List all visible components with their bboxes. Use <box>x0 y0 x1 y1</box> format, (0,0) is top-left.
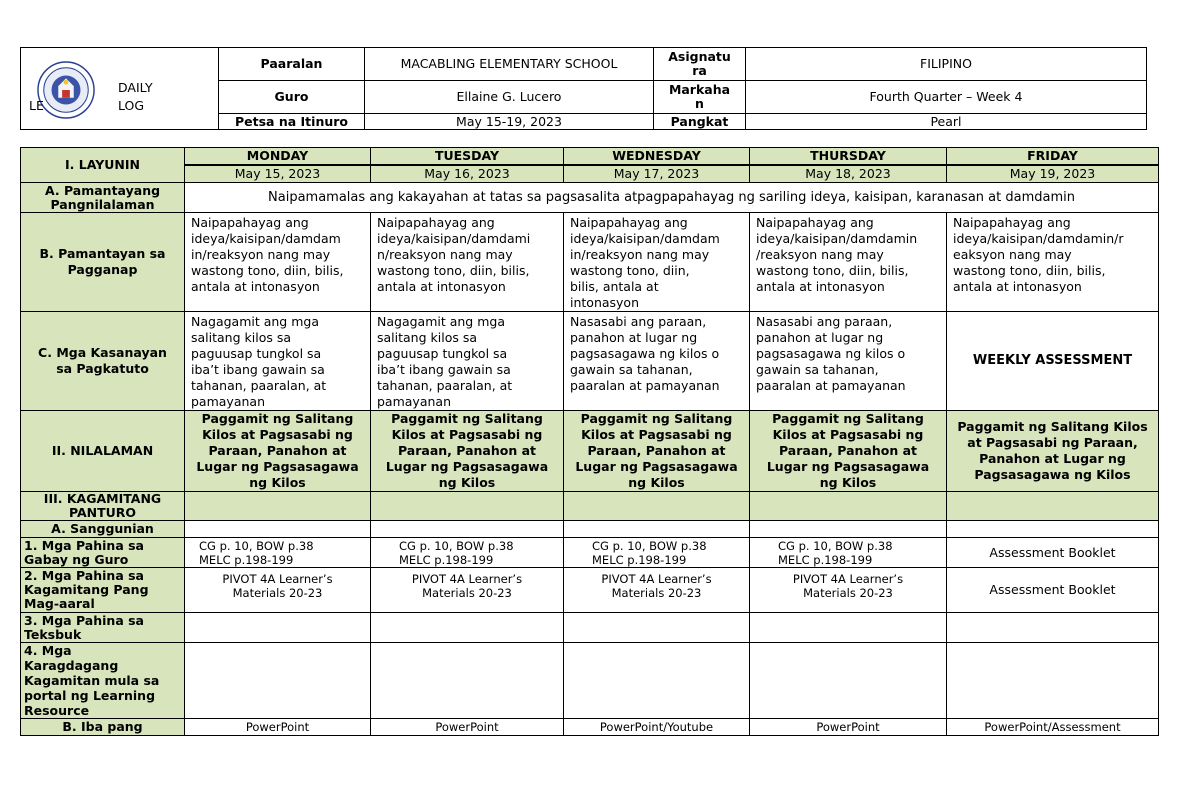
sanggunian-friday <box>947 521 1159 538</box>
gabay-label-line2: Gabay ng Guro <box>24 551 129 567</box>
text-line: ng Kilos <box>819 475 877 490</box>
kagamitan-thursday <box>750 492 947 521</box>
text-line: Paraan, Panahon at <box>587 443 726 458</box>
text-line: ideya/kaisipan/damdamin/r <box>953 231 1124 246</box>
karag-thursday <box>750 643 947 719</box>
text-line: at Pagsasabi ng Paraan, <box>967 435 1138 450</box>
asignatura-label <box>654 48 746 81</box>
pamantayang-pangnilalaman-value: Naipamamalas ang kakayahan at tatas sa pagsasalita atpagpapahayag ng sariling ideya, kaisipan, karanasan at damdamin <box>185 183 1159 213</box>
kasanayan-tuesday <box>371 312 564 411</box>
text-line: intonasyon <box>570 295 640 310</box>
text-line: wastong tono, diin, bilis, <box>953 263 1106 278</box>
text-line: Kilos at Pagsasabi ng <box>391 427 543 442</box>
text-line: salitang kilos sa <box>191 330 291 345</box>
text-line: Paraan, Panahon at <box>208 443 347 458</box>
text-line: pamayanan <box>191 394 265 409</box>
sanggunian-monday <box>185 521 371 538</box>
text-line: wastong tono, diin, bilis, <box>756 263 909 278</box>
iba-tuesday: PowerPoint <box>371 719 564 736</box>
pagganap-monday <box>185 213 371 312</box>
sanggunian-wednesday <box>564 521 750 538</box>
teksbuk-monday <box>185 613 371 643</box>
text-line: paguusap tungkol sa <box>377 346 508 361</box>
pivot-tuesday <box>371 568 564 613</box>
text-line: Resource <box>24 703 90 718</box>
pangkat-value: Pearl <box>746 114 1147 130</box>
iba-thursday: PowerPoint <box>750 719 947 736</box>
petsa-label: Petsa na Itinuro <box>219 114 365 130</box>
text-line: pagsasagawa ng kilos o <box>756 346 906 361</box>
text-line: paguusap tungkol sa <box>191 346 322 361</box>
dll-title-le: LE <box>29 98 44 113</box>
text-line: Naipapahayag ang <box>377 215 495 230</box>
pagganap-label-line1: B. Pamantayan sa <box>39 246 166 261</box>
text-line: iba’t ibang gawain sa <box>377 362 511 377</box>
sanggunian-label: A. Sanggunian <box>21 521 185 538</box>
text-line: Lugar ng Pagsasagawa <box>385 459 549 474</box>
text-line: wastong tono, diin, bilis, <box>377 263 530 278</box>
text-line: panahon at lugar ng <box>756 330 884 345</box>
date-monday: May 15, 2023 <box>185 165 371 183</box>
text-line: Kilos at Pagsasabi ng <box>202 427 353 442</box>
layunin-label: I. LAYUNIN <box>21 148 185 183</box>
text-line: Naipapahayag ang <box>570 215 688 230</box>
kagamitan-wednesday <box>564 492 750 521</box>
pivot-wednesday <box>564 568 750 613</box>
nilalaman-wednesday <box>564 411 750 492</box>
teksbuk-label <box>21 613 185 643</box>
gabay-thursday <box>750 538 947 568</box>
gabay-guro-label <box>21 538 185 568</box>
kagamitan-label-line2: PANTURO <box>68 505 137 520</box>
iba-wednesday: PowerPoint/Youtube <box>564 719 750 736</box>
pagganap-thursday <box>750 213 947 312</box>
pamantayan-pagganap-label <box>21 213 185 312</box>
text-line: CG p. 10, BOW p.38 <box>399 538 514 553</box>
pivot-line2: Materials 20-23 <box>803 586 893 600</box>
text-line: Nagagamit ang mga <box>191 314 319 329</box>
kagamitan-label-line1: III. KAGAMITANG <box>43 491 162 506</box>
text-line: paaralan at pamayanan <box>756 378 906 393</box>
karag-monday <box>185 643 371 719</box>
text-line: Kilos at Pagsasabi ng <box>581 427 732 442</box>
text-line: bilis, antala at <box>570 279 659 294</box>
gabay-wednesday <box>564 538 750 568</box>
teksbuk-wednesday <box>564 613 750 643</box>
pivot-line1: PIVOT 4A Learner’s <box>792 572 904 586</box>
text-line: antala at intonasyon <box>191 279 320 294</box>
paaralan-label: Paaralan <box>219 48 365 81</box>
text-line: eaksyon nang may <box>953 247 1072 262</box>
guro-value: Ellaine G. Lucero <box>365 81 654 114</box>
text-line: CG p. 10, BOW p.38 <box>592 538 707 553</box>
date-tuesday: May 16, 2023 <box>371 165 564 183</box>
teksbuk-label-line1: 3. Mga Pahina sa <box>24 612 144 628</box>
pagganap-tuesday <box>371 213 564 312</box>
text-line: Nasasabi ang paraan, <box>756 314 893 329</box>
petsa-value: May 15-19, 2023 <box>365 114 654 130</box>
text-line: Karagdagang <box>24 658 119 673</box>
text-line: /reaksyon nang may <box>756 247 884 262</box>
kagamitan-tuesday <box>371 492 564 521</box>
text-line: wastong tono, diin, bilis, <box>191 263 344 278</box>
text-line: Paggamit ng Salitang <box>580 411 733 426</box>
teksbuk-label-line2: Teksbuk <box>24 626 82 642</box>
date-thursday: May 18, 2023 <box>750 165 947 183</box>
markahan-label <box>654 81 746 114</box>
guro-label: Guro <box>219 81 365 114</box>
pivot-line1: PIVOT 4A Learner’s <box>222 572 333 586</box>
karag-friday <box>947 643 1159 719</box>
sanggunian-thursday <box>750 521 947 538</box>
iba-monday: PowerPoint <box>185 719 371 736</box>
text-line: Pagsasagawa ng Kilos <box>974 467 1131 482</box>
teksbuk-friday <box>947 613 1159 643</box>
text-line: iba’t ibang gawain sa <box>191 362 325 377</box>
pivot-thursday <box>750 568 947 613</box>
paaralan-value: MACABLING ELEMENTARY SCHOOL <box>365 48 654 81</box>
kasanayan-label-line1: C. Mga Kasanayan <box>38 345 167 360</box>
text-line: ng Kilos <box>249 475 306 490</box>
kasanayan-thursday <box>750 312 947 411</box>
markahan-value: Fourth Quarter – Week 4 <box>746 81 1147 114</box>
pamantayang-label-line1: A. Pamantayang <box>44 182 161 198</box>
text-line: MELC p.198-199 <box>592 552 687 567</box>
text-line: Paggamit ng Salitang <box>772 411 924 426</box>
gabay-monday <box>185 538 371 568</box>
pivot-line2: Materials 20-23 <box>611 586 702 600</box>
text-line: tahanan, paaralan, at <box>377 378 513 393</box>
gabay-friday: Assessment Booklet <box>947 538 1159 568</box>
text-line: ideya/kaisipan/damdamin <box>756 231 918 246</box>
iba-pang-label: B. Iba pang <box>21 719 185 736</box>
text-line: n/reaksyon nang may <box>377 247 513 262</box>
text-line: portal ng Learning <box>24 688 156 703</box>
mag-label-line1: 2. Mga Pahina sa <box>24 568 144 583</box>
kasanayan-label-line2: sa Pagkatuto <box>56 361 149 376</box>
text-line: Naipapahayag ang <box>756 215 874 230</box>
pivot-line2: Materials 20-23 <box>422 586 512 600</box>
teksbuk-thursday <box>750 613 947 643</box>
text-line: Kilos at Pagsasabi ng <box>772 427 924 442</box>
day-thursday: THURSDAY <box>750 148 947 166</box>
text-line: Nagagamit ang mga <box>377 314 505 329</box>
text-line: Lugar ng Pagsasagawa <box>766 459 930 474</box>
text-line: MELC p.198-199 <box>199 552 294 567</box>
day-tuesday: TUESDAY <box>371 148 564 166</box>
pagganap-wednesday <box>564 213 750 312</box>
text-line: Paggamit ng Salitang <box>391 411 543 426</box>
text-line: ng Kilos <box>438 475 496 490</box>
kasanayan-wednesday <box>564 312 750 411</box>
text-line: wastong tono, diin, <box>570 263 690 278</box>
teksbuk-tuesday <box>371 613 564 643</box>
nilalaman-label: II. NILALAMAN <box>21 411 185 492</box>
nilalaman-monday <box>185 411 371 492</box>
karag-wednesday <box>564 643 750 719</box>
text-line: 4. Mga <box>24 643 72 658</box>
text-line: antala at intonasyon <box>377 279 506 294</box>
weekly-assessment: WEEKLY ASSESSMENT <box>947 312 1159 411</box>
dll-title-daily: DAILY <box>118 80 153 95</box>
text-line: Lugar ng Pagsasagawa <box>196 459 359 474</box>
text-line: pagsasagawa ng kilos o <box>570 346 720 361</box>
text-line: Paggamit ng Salitang Kilos <box>957 419 1148 434</box>
text-line: CG p. 10, BOW p.38 <box>778 538 893 553</box>
nilalaman-tuesday <box>371 411 564 492</box>
day-wednesday: WEDNESDAY <box>564 148 750 166</box>
gabay-label-line1: 1. Mga Pahina sa <box>24 537 144 553</box>
text-line: CG p. 10, BOW p.38 <box>199 538 314 553</box>
text-line: antala at intonasyon <box>953 279 1082 294</box>
kasanayan-label <box>21 312 185 411</box>
pangkat-label: Pangkat <box>654 114 746 130</box>
text-line: panahon at lugar ng <box>570 330 698 345</box>
text-line: gawain sa tahanan, <box>570 362 693 377</box>
asignatura-value: FILIPINO <box>746 48 1147 81</box>
asignatura-label-line1: Asignatu <box>668 49 731 64</box>
kagamitang-panturo-label <box>21 492 185 521</box>
text-line: Nasasabi ang paraan, <box>570 314 707 329</box>
mag-label-line3: Mag-aaral <box>24 596 95 611</box>
text-line: Kagamitan mula sa <box>24 673 160 688</box>
pamantayang-label-line2: Pangnilalaman <box>50 196 155 212</box>
lesson-log-table <box>20 147 1159 736</box>
asignatura-label-line2: ra <box>692 63 707 78</box>
text-line: antala at intonasyon <box>756 279 885 294</box>
text-line: Panahon at Lugar ng <box>979 451 1126 466</box>
kasanayan-monday <box>185 312 371 411</box>
pivot-monday <box>185 568 371 613</box>
pivot-line1: PIVOT 4A Learner’s <box>411 572 523 586</box>
markahan-label-line1: Markaha <box>668 82 731 97</box>
date-wednesday: May 17, 2023 <box>564 165 750 183</box>
day-friday: FRIDAY <box>947 148 1159 166</box>
karagdagang-kagamitan-label <box>21 643 185 719</box>
text-line: Lugar ng Pagsasagawa <box>575 459 738 474</box>
text-line: paaralan at pamayanan <box>570 378 720 393</box>
pivot-line1: PIVOT 4A Learner’s <box>601 572 712 586</box>
nilalaman-thursday <box>750 411 947 492</box>
text-line: tahanan, paaralan, at <box>191 378 327 393</box>
text-line: salitang kilos sa <box>377 330 477 345</box>
gabay-tuesday <box>371 538 564 568</box>
day-monday: MONDAY <box>185 148 371 166</box>
text-line: Paraan, Panahon at <box>397 443 537 458</box>
deped-seal-icon <box>37 61 95 119</box>
text-line: ideya/kaisipan/damdam <box>191 231 341 246</box>
pivot-line2: Materials 20-23 <box>232 586 323 600</box>
text-line: Paraan, Panahon at <box>778 443 918 458</box>
logo-cell <box>21 48 219 130</box>
pamantayang-pangnilalaman-label <box>21 183 185 213</box>
text-line: pamayanan <box>377 394 451 409</box>
pagganap-label-line2: Pagganap <box>67 262 138 277</box>
pagganap-friday <box>947 213 1159 312</box>
assessment-booklet-friday: Assessment Booklet <box>947 568 1159 613</box>
text-line: MELC p.198-199 <box>778 552 873 567</box>
text-line: Paggamit ng Salitang <box>201 411 354 426</box>
kagamitan-monday <box>185 492 371 521</box>
text-line: ideya/kaisipan/damdam <box>570 231 720 246</box>
iba-friday: PowerPoint/Assessment <box>947 719 1159 736</box>
markahan-label-line2: n <box>695 96 704 111</box>
text-line: MELC p.198-199 <box>399 552 494 567</box>
kagamitan-friday <box>947 492 1159 521</box>
text-line: gawain sa tahanan, <box>756 362 879 377</box>
karag-tuesday <box>371 643 564 719</box>
text-line: Naipapahayag ang <box>953 215 1071 230</box>
text-line: ideya/kaisipan/damdami <box>377 231 531 246</box>
dll-title-log: LOG <box>118 98 145 113</box>
kagamitang-mag-aaral-label <box>21 568 185 613</box>
text-line: in/reaksyon nang may <box>191 247 331 262</box>
text-line: Naipapahayag ang <box>191 215 309 230</box>
sanggunian-tuesday <box>371 521 564 538</box>
nilalaman-friday <box>947 411 1159 492</box>
header-table <box>20 47 1147 130</box>
text-line: in/reaksyon nang may <box>570 247 710 262</box>
text-line: ng Kilos <box>628 475 685 490</box>
mag-label-line2: Kagamitang Pang <box>24 582 149 597</box>
date-friday: May 19, 2023 <box>947 165 1159 183</box>
